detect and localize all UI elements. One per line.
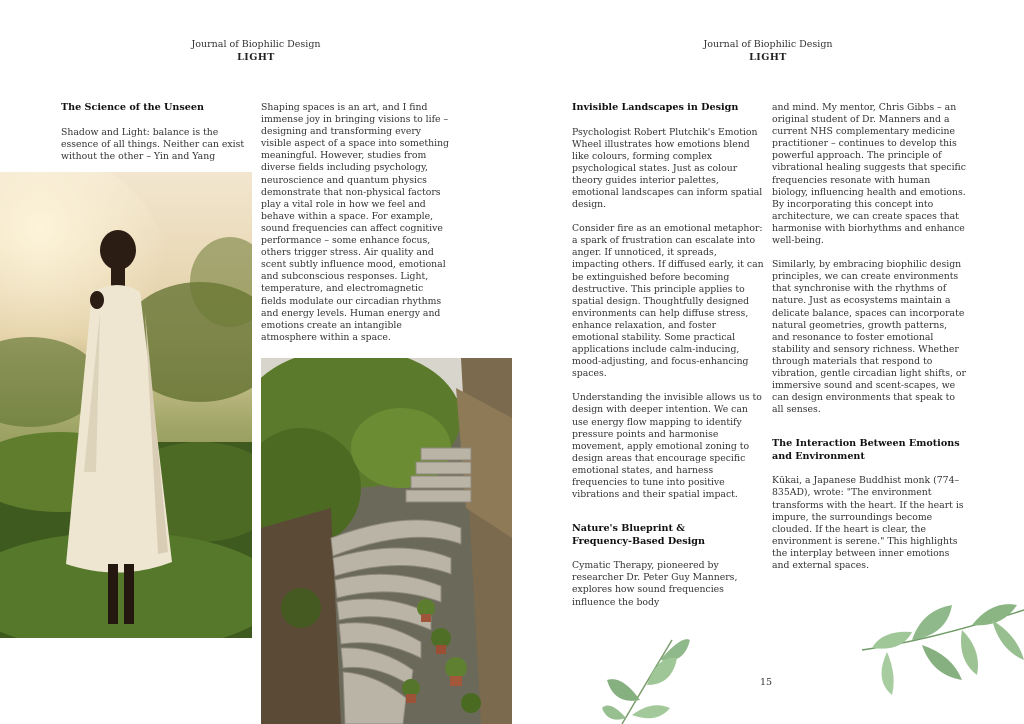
right-column-two (772, 102, 966, 584)
stairway-photo-image (261, 358, 512, 724)
paragraph-cymatic: Cymatic Therapy, pioneered by researcher Dr. Peter Guy Manners, explores how sound frequencies influence the body (572, 560, 738, 608)
paragraph-understanding: Understanding the invisible allows us to design with deeper intention. We can use energy flow mapping to identify pressure points and harmonise movement, apply emotional zoning to design areas that encourage specific emotional states, and harness frequencies to tune into positive vibrations and their spatial impact. (572, 392, 762, 501)
left-body-column (261, 102, 451, 356)
leaf-branch-icon (852, 590, 1024, 700)
section-title: LIGHT (749, 52, 787, 63)
paragraph-kukai: Kūkai, a Japanese Buddhist monk (774–835AD), wrote: "The environment transforms with the heart. If the heart is impure, the surroundings become clouded. If the heart is clear, the environment is serene." This highlights the interplay between inner emotions and external spaces. (772, 475, 964, 571)
article-title: The Science of the Unseen (61, 102, 204, 113)
running-head (0, 38, 512, 65)
portrait-photo-image (0, 172, 252, 638)
epigraph: Shadow and Light: balance is the essence of all things. Neither can exist without the other – Yin and Yang (61, 126, 245, 162)
left-intro-column (61, 102, 253, 175)
section-title: LIGHT (237, 52, 275, 63)
paragraph-plutchik: Psychologist Robert Plutchik's Emotion Wheel illustrates how emotions blend like colours, forming complex psychological states. Just as colour theory guides interior palettes, emotional landscapes can inform spatial design. (572, 126, 763, 211)
stairway-photo (261, 358, 512, 724)
journal-title: Journal of Biophilic Design (191, 39, 321, 50)
heading-invisible-landscapes: Invisible Landscapes in Design (572, 102, 739, 113)
journal-title: Journal of Biophilic Design (703, 39, 833, 50)
portrait-photo (0, 172, 252, 638)
heading-interaction: The Interaction Between Emotions and Environment (772, 438, 960, 462)
right-page (512, 0, 1024, 724)
leaf-sprig-icon (602, 630, 692, 724)
paragraph-fire: Consider fire as an emotional metaphor: a spark of frustration can escalate into anger. If unnoticed, it spreads, impacting others. If diffused early, it can be extinguished before becoming destructive. This principle applies to spatial design. Thoughtfully designed environments can help diffuse stress, enhance relaxation, and foster emotional stability. Some practical applications include calm-inducing, mood-adjusting, and focus-enhancing spaces. (572, 223, 764, 380)
paragraph-mentor: and mind. My mentor, Chris Gibbs – an original student of Dr. Manners and a current NHS complementary medicine practitioner – continues to develop this powerful approach. The principle of vibrational healing suggests that specific frequencies resonate with human biology, influencing health and emotions. By incorporating this concept into architecture, we can create spaces that harmonise with biorhythms and enhance well-being. (772, 102, 966, 247)
right-column-one (572, 102, 764, 621)
body-text: Shaping spaces is an art, and I find immense joy in bringing visions to life – designing and transforming every visible aspect of a space into something meaningful. However, studies from diverse fields including psychology, neuroscience and quantum physics demonstrate that non-physical factors play a vital role in how we feel and behave within a space. For example, sound frequencies can affect cognitive performance – some enhance focus, others trigger stress. Air quality and scent subtly influence mood, emotional and subconscious responses. Light, temperature, and electromagnetic fields modulate our circadian rhythms and energy levels. Human energy and emotions create an intangible atmosphere within a space. (261, 102, 450, 343)
heading-natures-blueprint: Nature's Blueprint & Frequency-Based Design (572, 523, 705, 547)
page-number: 15 (760, 677, 773, 688)
running-head (512, 38, 1024, 65)
paragraph-biophilic: Similarly, by embracing biophilic design principles, we can create environments that synchronise with the rhythms of nature. Just as ecosystems maintain a delicate balance, spaces can incorporate natural geometries, growth patterns, and resonance to foster emotional stability and sensory richness. Whether through materials that respond to vibration, gentle circadian light shifts, or immersive sound and scent-scapes, we can design environments that speak to all senses. (772, 259, 966, 416)
